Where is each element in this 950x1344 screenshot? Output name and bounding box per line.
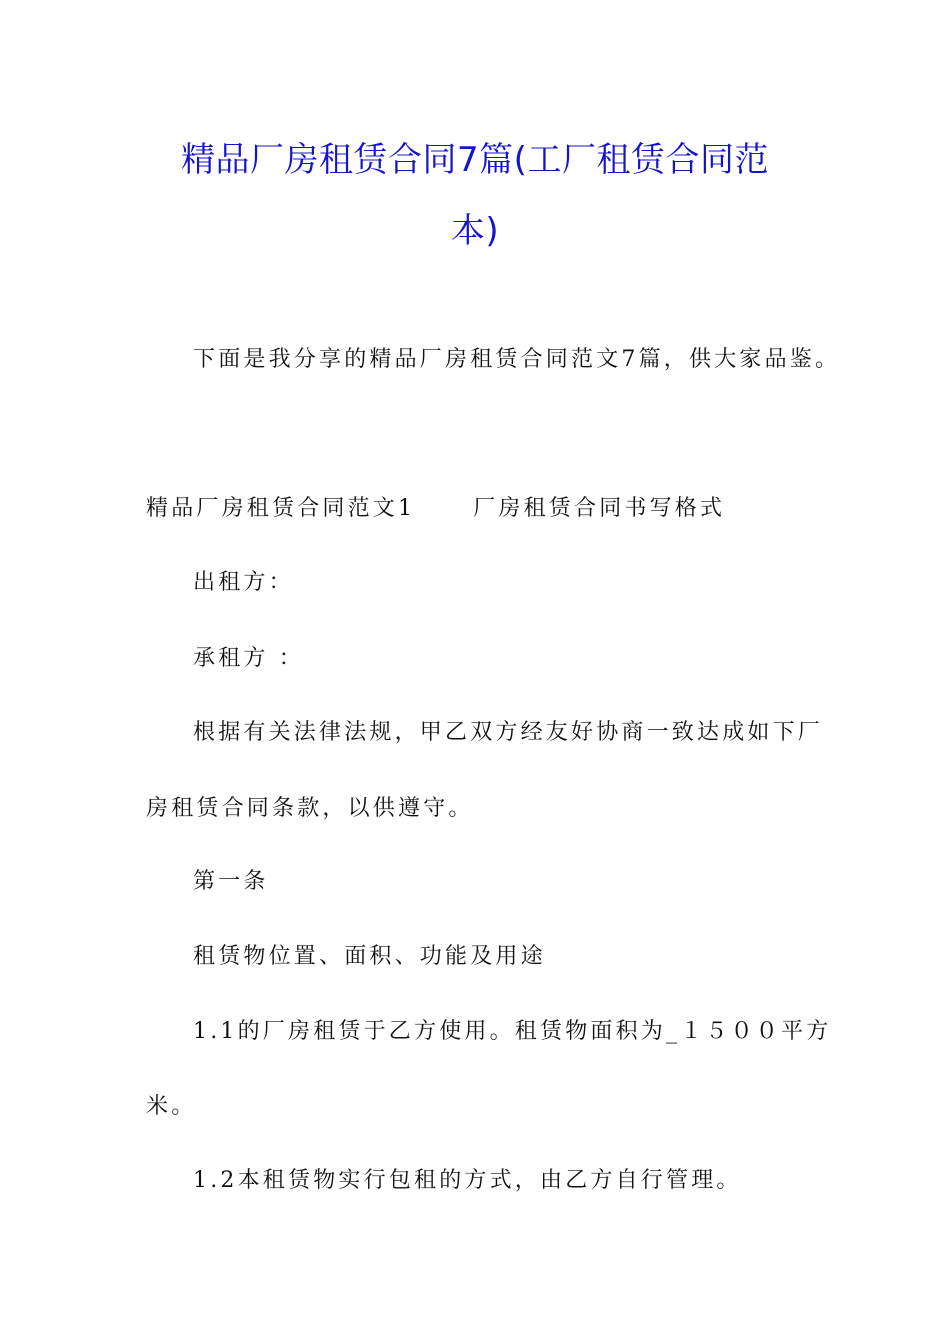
lessor-label: 出租方：	[193, 570, 294, 595]
paragraph-1-line-1: 根据有关法律法规，甲乙双方经友好协商一致达成如下厂	[193, 720, 824, 745]
lessee-label: 承租方 ：	[193, 646, 304, 671]
clause-1-1-line-2: 米。	[146, 1094, 197, 1119]
clause-1-2: 1.2本租赁物实行包租的方式，由乙方自行管理。	[193, 1168, 742, 1193]
intro-paragraph: 下面是我分享的精品厂房租赁合同范文7篇，供大家品鉴。	[193, 347, 841, 372]
paragraph-1-line-2: 房租赁合同条款，以供遵守。	[146, 796, 474, 821]
section-heading: 精品厂房租赁合同范文1	[146, 496, 416, 521]
section-heading-row	[146, 494, 725, 524]
article-1-heading: 第一条	[193, 869, 269, 894]
document-title-line-1: 精品厂房租赁合同7篇(工厂租赁合同范	[181, 140, 769, 180]
document-title-line-2: 本)	[450, 211, 500, 251]
article-1-title: 租赁物位置、面积、功能及用途	[193, 944, 546, 969]
clause-1-1-line-1: 1.1的厂房租赁于乙方使用。租赁物面积为_１５００平方	[193, 1019, 832, 1044]
section-subheading: 厂房租赁合同书写格式	[473, 496, 726, 521]
